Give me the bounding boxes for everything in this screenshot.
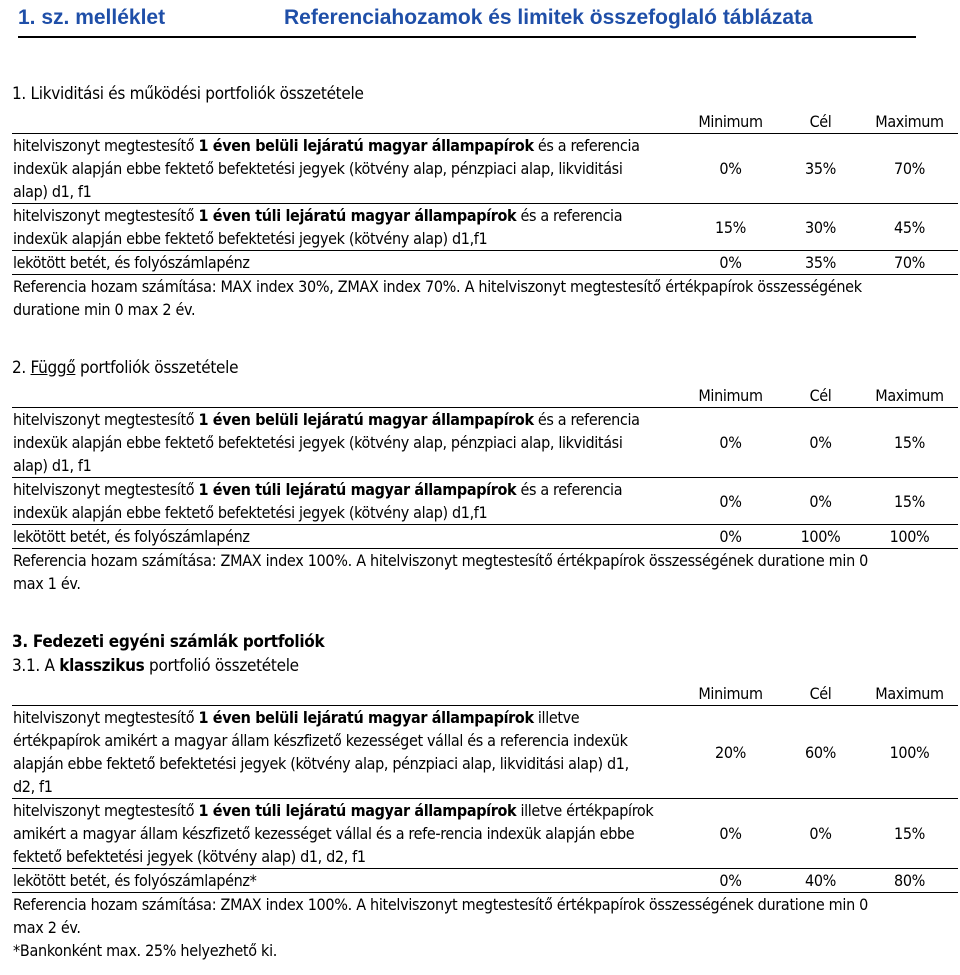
col-header-max: Maximum	[875, 112, 944, 131]
row-target: 35%	[780, 134, 860, 204]
annex-number: 1. sz. melléklet	[18, 6, 166, 29]
table-row	[12, 134, 958, 204]
footnote: *Bankonként max. 25% helyezhető ki.	[13, 941, 278, 960]
table-header-row	[12, 682, 958, 706]
limits-table	[12, 110, 958, 321]
row-max: 80%	[860, 869, 958, 893]
reference-note: Referencia hozam számítása: ZMAX index 100%. A hitelviszonyt megtestesítő értékpapírok összességének duratione min 0 max 2 év.	[12, 893, 958, 940]
row-label: hitelviszonyt megtestesítő 1 éven belüli lejáratú magyar állampapírok illetve értékpapírok amikért a magyar állam készfizető kezességet vállal és a referencia indexük alapján ebbe fektető befektetési jegyek (kötvény alap, pénzpiaci alap, likviditási alap) d1, d2, f1	[12, 706, 680, 799]
col-header-min: Minimum	[698, 112, 763, 131]
table-row	[12, 251, 958, 275]
row-min: 0%	[680, 134, 780, 204]
row-max: 100%	[860, 706, 958, 799]
table-row	[12, 799, 958, 869]
row-max: 100%	[860, 525, 958, 549]
table-row	[12, 408, 958, 478]
row-min: 15%	[680, 204, 780, 251]
table-row	[12, 869, 958, 893]
section-liquidity	[12, 82, 958, 321]
table-row	[12, 478, 958, 525]
row-label: hitelviszonyt megtestesítő 1 éven belüli lejáratú magyar állampapírok és a referencia indexük alapján ebbe fektető befektetési jegyek (kötvény alap, pénzpiaci alap, likviditási alap) d1, f1	[12, 408, 680, 478]
col-header-target: Cél	[809, 684, 832, 703]
row-max: 45%	[860, 204, 958, 251]
reference-note: Referencia hozam számítása: MAX index 30%, ZMAX index 70%. A hitelviszonyt megtestesítő értékpapírok összességének duratione min 0 max 2 év.	[12, 275, 958, 322]
section-title: 3. Fedezeti egyéni számlák portfoliók	[12, 632, 325, 652]
row-target: 30%	[780, 204, 860, 251]
col-header-max: Maximum	[875, 684, 944, 703]
row-target: 35%	[780, 251, 860, 275]
row-max: 70%	[860, 134, 958, 204]
row-max: 15%	[860, 799, 958, 869]
col-header-min: Minimum	[698, 386, 763, 405]
row-max: 15%	[860, 478, 958, 525]
table-row	[12, 525, 958, 549]
row-min: 20%	[680, 706, 780, 799]
row-max: 70%	[860, 251, 958, 275]
row-label: lekötött betét, és folyószámlapénz*	[12, 869, 680, 893]
col-header-max: Maximum	[875, 386, 944, 405]
row-target: 60%	[780, 706, 860, 799]
col-header-target: Cél	[809, 386, 832, 405]
row-target: 40%	[780, 869, 860, 893]
row-min: 0%	[680, 478, 780, 525]
section-pending	[12, 356, 958, 595]
subsection-title: 3.1. A klasszikus portfolió összetétele	[12, 656, 299, 676]
annex-title: Referenciahozamok és limitek összefoglaló táblázata	[284, 6, 813, 29]
row-min: 0%	[680, 525, 780, 549]
row-target: 0%	[780, 799, 860, 869]
row-label: lekötött betét, és folyószámlapénz	[12, 525, 680, 549]
row-label: hitelviszonyt megtestesítő 1 éven túli lejáratú magyar állampapírok és a referencia indexük alapján ebbe fektető befektetési jegyek (kötvény alap) d1,f1	[12, 478, 680, 525]
col-header-min: Minimum	[698, 684, 763, 703]
row-label: hitelviszonyt megtestesítő 1 éven túli lejáratú magyar állampapírok illetve értékpapírok amikért a magyar állam készfizető kezességet vállal és a refe-rencia indexük alapján ebbe fektető befektetési jegyek (kötvény alap) d1, d2, f1	[12, 799, 680, 869]
row-label: lekötött betét, és folyószámlapénz	[12, 251, 680, 275]
row-min: 0%	[680, 869, 780, 893]
row-min: 0%	[680, 799, 780, 869]
row-target: 0%	[780, 408, 860, 478]
section-title: 1. Likviditási és működési portfoliók összetétele	[12, 84, 364, 104]
row-target: 100%	[780, 525, 860, 549]
col-header-target: Cél	[809, 112, 832, 131]
table-header-row	[12, 384, 958, 408]
row-target: 0%	[780, 478, 860, 525]
section-title: 2. Függő portfoliók összetétele	[12, 358, 239, 378]
row-label: hitelviszonyt megtestesítő 1 éven túli lejáratú magyar állampapírok és a referencia indexük alapján ebbe fektető befektetési jegyek (kötvény alap) d1,f1	[12, 204, 680, 251]
table-row	[12, 204, 958, 251]
table-row	[12, 706, 958, 799]
annex-header	[18, 4, 916, 38]
row-min: 0%	[680, 251, 780, 275]
row-min: 0%	[680, 408, 780, 478]
reference-note: Referencia hozam számítása: ZMAX index 100%. A hitelviszonyt megtestesítő értékpapírok összességének duratione min 0 max 1 év.	[12, 549, 958, 596]
section-hedging	[12, 630, 958, 962]
table-header-row	[12, 110, 958, 134]
row-max: 15%	[860, 408, 958, 478]
limits-table	[12, 384, 958, 595]
limits-table	[12, 682, 958, 962]
row-label: hitelviszonyt megtestesítő 1 éven belüli lejáratú magyar állampapírok és a referencia indexük alapján ebbe fektető befektetési jegyek (kötvény alap, pénzpiaci alap, likviditási alap) d1, f1	[12, 134, 680, 204]
